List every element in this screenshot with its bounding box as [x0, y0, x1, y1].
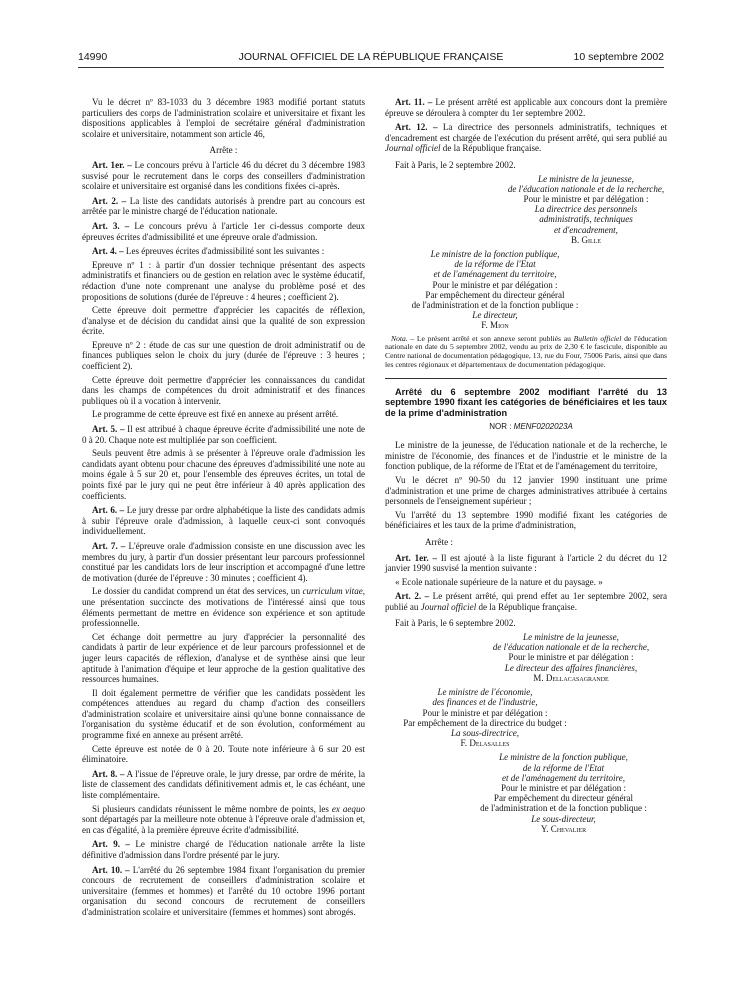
delegation: de l'administration et de la fonction publique :: [411, 300, 579, 310]
signatory-name: Y. Chevalier: [540, 823, 587, 834]
italic-text: curriculum vitae: [302, 586, 363, 597]
signature-date: Fait à Paris, le 2 septembre 2002.: [395, 159, 516, 170]
signatory-title: de la réforme de l'Etat: [522, 762, 605, 773]
article-label: Art. 11. –: [395, 97, 433, 107]
text: Si plusieurs candidats réunissent le même nombre de points, les: [92, 803, 329, 814]
article-label: Art. 6. –: [92, 505, 125, 516]
signatory-name: B. Gille: [570, 234, 602, 245]
nor-reference: [385, 422, 667, 433]
article-2: [82, 196, 365, 217]
signatory-title: La directrice des personnels: [534, 204, 638, 215]
article-text: Le concours prévu à l'article 46 du décret du 3 décembre 1983 susvisé pour le recrutement dans le corps des conseillers d'administration scolaire et universitaire est organisé dans les conditions fixées ci-après.: [82, 159, 366, 192]
italic-text: Bulletin officiel: [573, 333, 622, 343]
signature-block-2: [385, 249, 605, 331]
signatory-title: de l'éducation nationale et de la recherche,: [507, 183, 665, 194]
signatory-title: administratifs, techniques: [539, 214, 633, 225]
article-text: A l'issue de l'épreuve orale, le jury dresse, par ordre de mérite, la liste de classement des candidats définitivement admis et, le cas échéant, une liste complémentaire.: [82, 768, 366, 801]
article-3: [82, 221, 365, 242]
right-column: [385, 97, 667, 838]
signatory-name: F. Delasalles: [460, 738, 510, 749]
paragraph: [82, 586, 365, 628]
decree-title: Arrêté du 6 septembre 2002 modifiant l'arrêté du 13 septembre 1990 fixant les catégories de bénéficiaires et les taux de la prime d'administration: [385, 386, 667, 418]
paragraph: Epreuve nº 2 : étude de cas sur une question de droit administratif ou de finances publiques selon le choix du jury (durée de l'épreuve : 3 heures ; coefficient 2).: [82, 339, 365, 372]
article-5: [82, 424, 365, 445]
section-divider: [385, 378, 667, 379]
signature-block-4: [385, 687, 585, 748]
article-9: [82, 839, 365, 860]
article-7: [82, 541, 365, 583]
signatory-title: Le ministre de l'économie,: [437, 687, 533, 698]
article-label: Art. 3. –: [92, 220, 130, 231]
article-label: Art. 9. –: [92, 839, 130, 850]
signatory-name: F. Mion: [481, 320, 509, 331]
italic-text: Journal officiel: [420, 601, 477, 612]
delegation: Pour le ministre et par délégation :: [500, 782, 627, 793]
issue-date: 10 septembre 2002: [573, 51, 664, 63]
signatory-title: de l'éducation nationale et de la recherche,: [492, 642, 650, 653]
nota: [385, 335, 667, 370]
delegation: Par empêchement de la directrice du budget :: [403, 717, 567, 728]
article-11: [385, 97, 667, 118]
signatory-title: Le sous-directeur,: [531, 813, 596, 824]
article-4: [82, 246, 365, 257]
journal-title: JOURNAL OFFICIEL DE LA RÉPUBLIQUE FRANÇAISE: [238, 51, 504, 63]
signatory-title: Le ministre de la fonction publique,: [430, 248, 560, 259]
text: , une présentation succincte des motivations de l'intéressé ainsi que tous éléments permettant de mettre en évidence son expérience et son aptitude professionnelle.: [82, 586, 365, 629]
paragraph: Vu l'arrêté du 13 septembre 1990 modifié fixant les catégories de bénéficiaires et les taux de la prime d'administration,: [385, 509, 667, 531]
article-label: Art. 10. –: [92, 864, 130, 875]
delegation: Pour le ministre et par délégation :: [508, 652, 634, 663]
nota-label: Nota. –: [391, 333, 415, 343]
signatory-title: Le ministre de la jeunesse,: [523, 632, 619, 643]
text: de la République française.: [442, 143, 542, 154]
signatory-title: de la réforme de l'Etat: [454, 259, 536, 270]
article-label: Art. 4. –: [92, 246, 124, 257]
article-label: Art. 1er. –: [395, 552, 437, 563]
text: Le dossier du candidat comprend un état des services, un: [92, 586, 300, 597]
article-label: Art. 12. –: [395, 122, 438, 133]
arrete-heading: Arrête :: [209, 145, 238, 156]
article-text: Le jury dresse par ordre alphabétique la liste des candidats admis à subir l'épreuve orale d'admission, à laquelle ceux-ci sont convoqués individuellement.: [82, 505, 366, 537]
text: sont départagés par la meilleure note obtenue à l'épreuve orale d'admission et, en cas d'égalité, à la première épreuve écrite d'admissibilité.: [82, 814, 365, 835]
nor-label: NOR :: [489, 421, 512, 431]
signatory-title: La sous-directrice,: [450, 727, 519, 738]
text: Le présent arrêté et son annexe seront publiés au: [416, 333, 571, 343]
article-6: [82, 505, 365, 537]
article-1b: [385, 553, 667, 574]
article-label: Art. 1er. –: [92, 159, 132, 170]
article-label: Art. 8. –: [92, 768, 125, 779]
article-label: Art. 5. –: [92, 424, 125, 435]
paragraph: Cet échange doit permettre au jury d'apprécier la personnalité des candidats à partir de leur expérience et de leur parcours professionnel et de juger leurs capacités de réflexion, d'analyse et de synthèse ainsi que leur aptitude à l'animation d'équipe et leur approche de la gestion qualitative des ressources humaines.: [82, 631, 365, 685]
article-10: [82, 865, 365, 918]
article-text: Le concours prévu à l'article 1er ci-dessus comporte deux épreuves écrites d'admissibilité et une épreuve orale d'admission.: [82, 220, 366, 242]
text: de l'éducation nationale en date du 5 septembre 2002, vendu au prix de 2,30 € le fascicule, disponible au Centre national de documentation pédagogique, 13, rue du Four, 75006 Paris, ainsi que dans les centres régionaux et départementaux de documentation pédagogique.: [385, 333, 667, 369]
article-text: L'arrêté du 26 septembre 1984 fixant l'organisation du premier concours de recrutement de conseillers d'administration scolaire et universitaire (femmes et hommes) et l'arrêté du 10 octobre 1996 portant organisation du second concours de recrutement de conseillers d'administration scolaire et universitaire (femmes et hommes) sont abrogés.: [82, 864, 365, 917]
text: Le présent arrêté, qui prend effet au 1er septembre 2002, sera publié au: [385, 591, 668, 612]
article-text: Les épreuves écrites d'admissibilité sont les suivantes :: [125, 246, 325, 257]
left-column: [82, 97, 365, 921]
paragraph: Seuls peuvent être admis à se présenter à l'épreuve orale d'admission les candidats ayant obtenu pour chacune des épreuves d'admissibilité une note au moins égale à 5 sur 20 et, pour l'ensemble des épreuves écrites, un total de points fixé par le jury qui ne peut être inférieur à 40 après application des coefficients.: [82, 448, 365, 501]
article-text: L'épreuve orale d'admission consiste en une discussion avec les membres du jury, à partir d'un dossier présentant leur parcours professionnel constitué par les candidats lors de leur inscription et accompagné d'une lettre de motivation (durée de l'épreuve : 30 minutes ; coefficient 4).: [82, 540, 366, 583]
text: de la République française.: [478, 601, 577, 612]
article-text: Le présent arrêté est applicable aux concours dont la première épreuve se déroulera à compter du 1er septembre 2002.: [385, 97, 667, 118]
article-1: [82, 160, 365, 192]
page-number: 14990: [78, 51, 108, 63]
delegation: de l'administration et de la fonction publique :: [480, 803, 647, 814]
header-rule: [78, 67, 664, 68]
article-text: Il est ajouté à la liste figurant à l'article 2 du décret du 12 janvier 1990 susvisé la mention suivante :: [385, 552, 667, 574]
signatory-title: Le directeur des affaires financières,: [504, 662, 638, 673]
article-8: [82, 769, 365, 801]
article-label: Art. 2. –: [92, 195, 127, 206]
signatory-title: et d'encadrement,: [554, 224, 618, 235]
delegation: Pour le ministre et par délégation :: [523, 193, 649, 204]
article-12: [385, 122, 667, 154]
delegation: Par empêchement du directeur général: [493, 793, 634, 804]
delegation: Par empêchement du directeur général: [425, 289, 565, 300]
italic-text: ex aequo: [331, 803, 366, 814]
paragraph: Cette épreuve doit permettre d'apprécier les connaissances du candidat dans les champs de compétences du droit administratif et des finances publiques où il a vocation à intervenir.: [82, 374, 365, 406]
signatory-title: Le directeur,: [472, 310, 518, 321]
paragraph: [82, 804, 365, 836]
italic-text: Journal officiel: [385, 143, 441, 154]
visa-decree: Vu le décret nº 83-1033 du 3 décembre 1983 modifié portant statuts particuliers des corps de l'administration scolaire et universitaire et fixant les dispositions applicables à l'emploi de secrétaire général d'administration scolaire et universitaire, notamment son article 46,: [82, 97, 365, 139]
signature-date: Fait à Paris, le 6 septembre 2002.: [395, 618, 516, 629]
paragraph: Cette épreuve est notée de 0 à 20. Toute note inférieure à 6 sur 20 est éliminatoire.: [82, 743, 365, 765]
paragraph: Vu le décret nº 90-50 du 12 janvier 1990 instituant une prime d'administration et une prime de charges administratives attribuée à certains personnels de l'enseignement supérieur ;: [385, 474, 667, 507]
signatory-name: M. Dellacasagrande: [533, 672, 609, 683]
paragraph: Le ministre de la jeunesse, de l'éducation nationale et de la recherche, le ministre de l'économie, des finances et de l'industrie et le ministre de la fonction publique, de la réforme de l'Etat et de l'aménagement du territoire,: [385, 440, 667, 472]
signature-block-3: [475, 632, 667, 683]
article-label: Art. 2. –: [395, 591, 430, 602]
nor-code: MENF0202023A: [513, 421, 573, 431]
article-2b: [385, 591, 667, 612]
text: La directrice des personnels administratifs, techniques et d'encadrement est chargée de l'exécution du présent arrêté, qui sera publié au: [385, 122, 667, 143]
quote: « Ecole nationale supérieure de la nature et du paysage. »: [395, 576, 603, 587]
signature-block-1: [505, 174, 667, 245]
arrete-heading: Arrête :: [425, 536, 453, 547]
signatory-title: Le ministre de la fonction publique,: [499, 752, 628, 763]
paragraph: Il doit également permettre de vérifier que les candidats possèdent les compétences attendues au regard du champ d'action des conseillers d'administration scolaire et universitaire ainsi qu'une bonne connaissance de l'organisation du système éducatif et de son évolution, conformément au programme fixé en annexe au présent arrêté.: [82, 687, 365, 741]
signatory-title: des finances et de l'industrie,: [432, 697, 538, 708]
delegation: Pour le ministre et par délégation :: [432, 279, 558, 290]
paragraph: Cette épreuve doit permettre d'apprécier les capacités de réflexion, d'analyse et de décision du candidat ainsi que la qualité de son expression écrite.: [82, 305, 365, 337]
paragraph: Epreuve nº 1 : à partir d'un dossier technique présentant des aspects administratifs et financiers ou de gestion en relation avec le système éducatif, rédaction d'une note comprenant une analyse du problème posé et des propositions de solutions (durée de l'épreuve : 4 heures ; coefficient 2).: [82, 259, 365, 302]
article-label: Art. 7. –: [92, 540, 126, 551]
paragraph: Le programme de cette épreuve est fixé en annexe au présent arrêté.: [92, 409, 339, 420]
article-text: Le ministre chargé de l'éducation nationale arrête la liste définitive d'admission dans l'ordre présenté par le jury.: [82, 839, 366, 860]
delegation: Pour le ministre et par délégation :: [422, 707, 548, 718]
article-text: La liste des candidats autorisés à prendre part au concours est arrêtée par le ministre chargé de l'éducation nationale.: [82, 195, 365, 217]
signatory-title: Le ministre de la jeunesse,: [538, 173, 634, 184]
signature-block-5: [460, 752, 667, 834]
signatory-title: et de l'aménagement du territoire,: [502, 772, 625, 783]
page-header: [78, 50, 664, 64]
article-text: Il est attribué à chaque épreuve écrite d'admissibilité une note de 0 à 20. Chaque note est multipliée par son coefficient.: [82, 424, 365, 445]
signatory-title: et de l'aménagement du territoire,: [433, 269, 557, 280]
